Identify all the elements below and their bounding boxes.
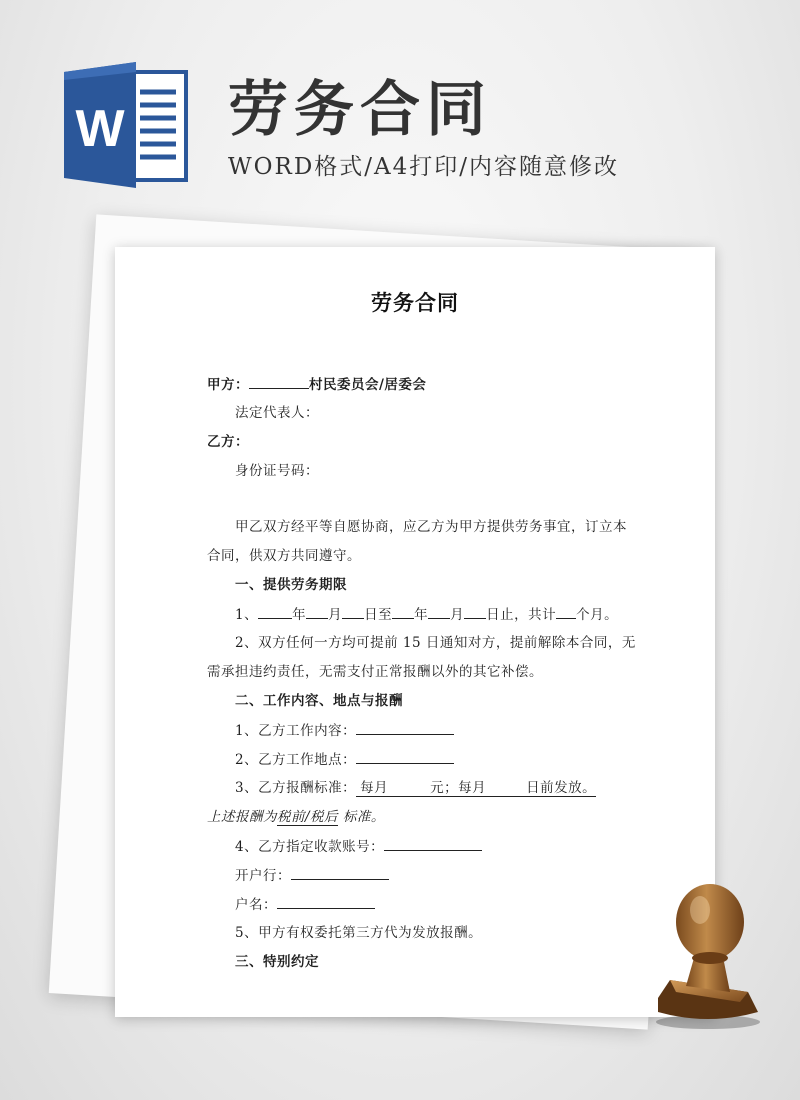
term-text-end-month: 月 xyxy=(450,607,465,623)
party-a-line xyxy=(207,375,426,394)
pay-standard-label: 3、乙方报酬标准： xyxy=(235,780,357,796)
intro-line-2: 合同，供双方共同遵守。 xyxy=(207,548,361,564)
section-3-heading: 三、特别约定 xyxy=(235,954,319,970)
term-text-months: 个月。 xyxy=(576,607,619,623)
work-location-blank xyxy=(356,750,454,764)
party-a-suffix: 村民委员会/居委会 xyxy=(309,377,427,393)
tax-note-suffix: 标准。 xyxy=(338,809,385,825)
pay-tax-note xyxy=(207,808,385,826)
pay-standard-line xyxy=(235,779,596,797)
page-title: 劳务合同 xyxy=(228,75,492,145)
wooden-stamp-icon xyxy=(648,880,768,1030)
work-location-label: 2、乙方工作地点： xyxy=(235,752,357,768)
bank-blank xyxy=(291,866,389,880)
work-location-line xyxy=(235,750,454,769)
word-logo-letter: W xyxy=(75,100,125,158)
term-text-day-to: 日至 xyxy=(364,607,393,623)
start-month-blank xyxy=(306,605,328,619)
pay-day-text: 元；每月 xyxy=(430,780,487,796)
term-text-month: 月 xyxy=(328,607,343,623)
section-2-heading: 二、工作内容、地点与报酬 xyxy=(235,693,403,709)
legal-rep-line: 法定代表人： xyxy=(235,405,319,421)
term-text-total: 日止，共计 xyxy=(486,607,557,623)
termination-line-2: 需承担违约责任，无需支付正常报酬以外的其它补偿。 xyxy=(207,664,543,680)
section-1-heading: 一、提供劳务期限 xyxy=(235,577,347,593)
account-blank xyxy=(384,837,482,851)
end-month-blank xyxy=(428,605,450,619)
bank-label: 开户行： xyxy=(235,868,291,884)
account-label: 4、乙方指定收款账号： xyxy=(235,839,385,855)
termination-line-1: 2、双方任何一方均可提前 15 日通知对方，提前解除本合同，无 xyxy=(235,635,636,651)
intro-line-1: 甲乙双方经平等自愿协商，应乙方为甲方提供劳务事宜，订立本 xyxy=(235,519,627,535)
pay-standard-fill xyxy=(356,780,596,797)
account-line xyxy=(235,837,482,856)
account-name-label: 户名： xyxy=(235,897,277,913)
term-text-year: 年 xyxy=(292,607,307,623)
end-day-blank xyxy=(464,605,486,619)
account-name-blank xyxy=(277,895,375,909)
document-page xyxy=(115,247,715,1017)
pay-monthly-text: 每月 xyxy=(360,780,389,796)
tax-note-prefix: 上述报酬为 xyxy=(207,809,277,825)
party-a-blank xyxy=(249,375,309,389)
id-number-line: 身份证号码： xyxy=(235,463,319,479)
party-b-line: 乙方： xyxy=(207,434,249,450)
term-dates-line xyxy=(235,605,618,624)
end-year-blank xyxy=(392,605,414,619)
term-text-end-year: 年 xyxy=(414,607,429,623)
term-item-number: 1、 xyxy=(235,607,259,623)
work-content-line xyxy=(235,721,454,740)
pay-release-text: 日前发放。 xyxy=(526,780,597,796)
word-logo-icon xyxy=(62,62,192,188)
account-name-line xyxy=(235,895,375,914)
start-year-blank xyxy=(258,605,292,619)
total-months-blank xyxy=(556,605,576,619)
work-content-label: 1、乙方工作内容： xyxy=(235,723,357,739)
tax-option: 税前/税后 xyxy=(277,809,339,825)
third-party-line: 5、甲方有权委托第三方代为发放报酬。 xyxy=(235,925,483,941)
page-subtitle: WORD格式/A4打印/内容随意修改 xyxy=(228,154,619,180)
bank-line xyxy=(235,866,389,885)
party-a-label: 甲方： xyxy=(207,377,249,393)
start-day-blank xyxy=(342,605,364,619)
work-content-blank xyxy=(356,721,454,735)
document-title: 劳务合同 xyxy=(371,290,459,315)
